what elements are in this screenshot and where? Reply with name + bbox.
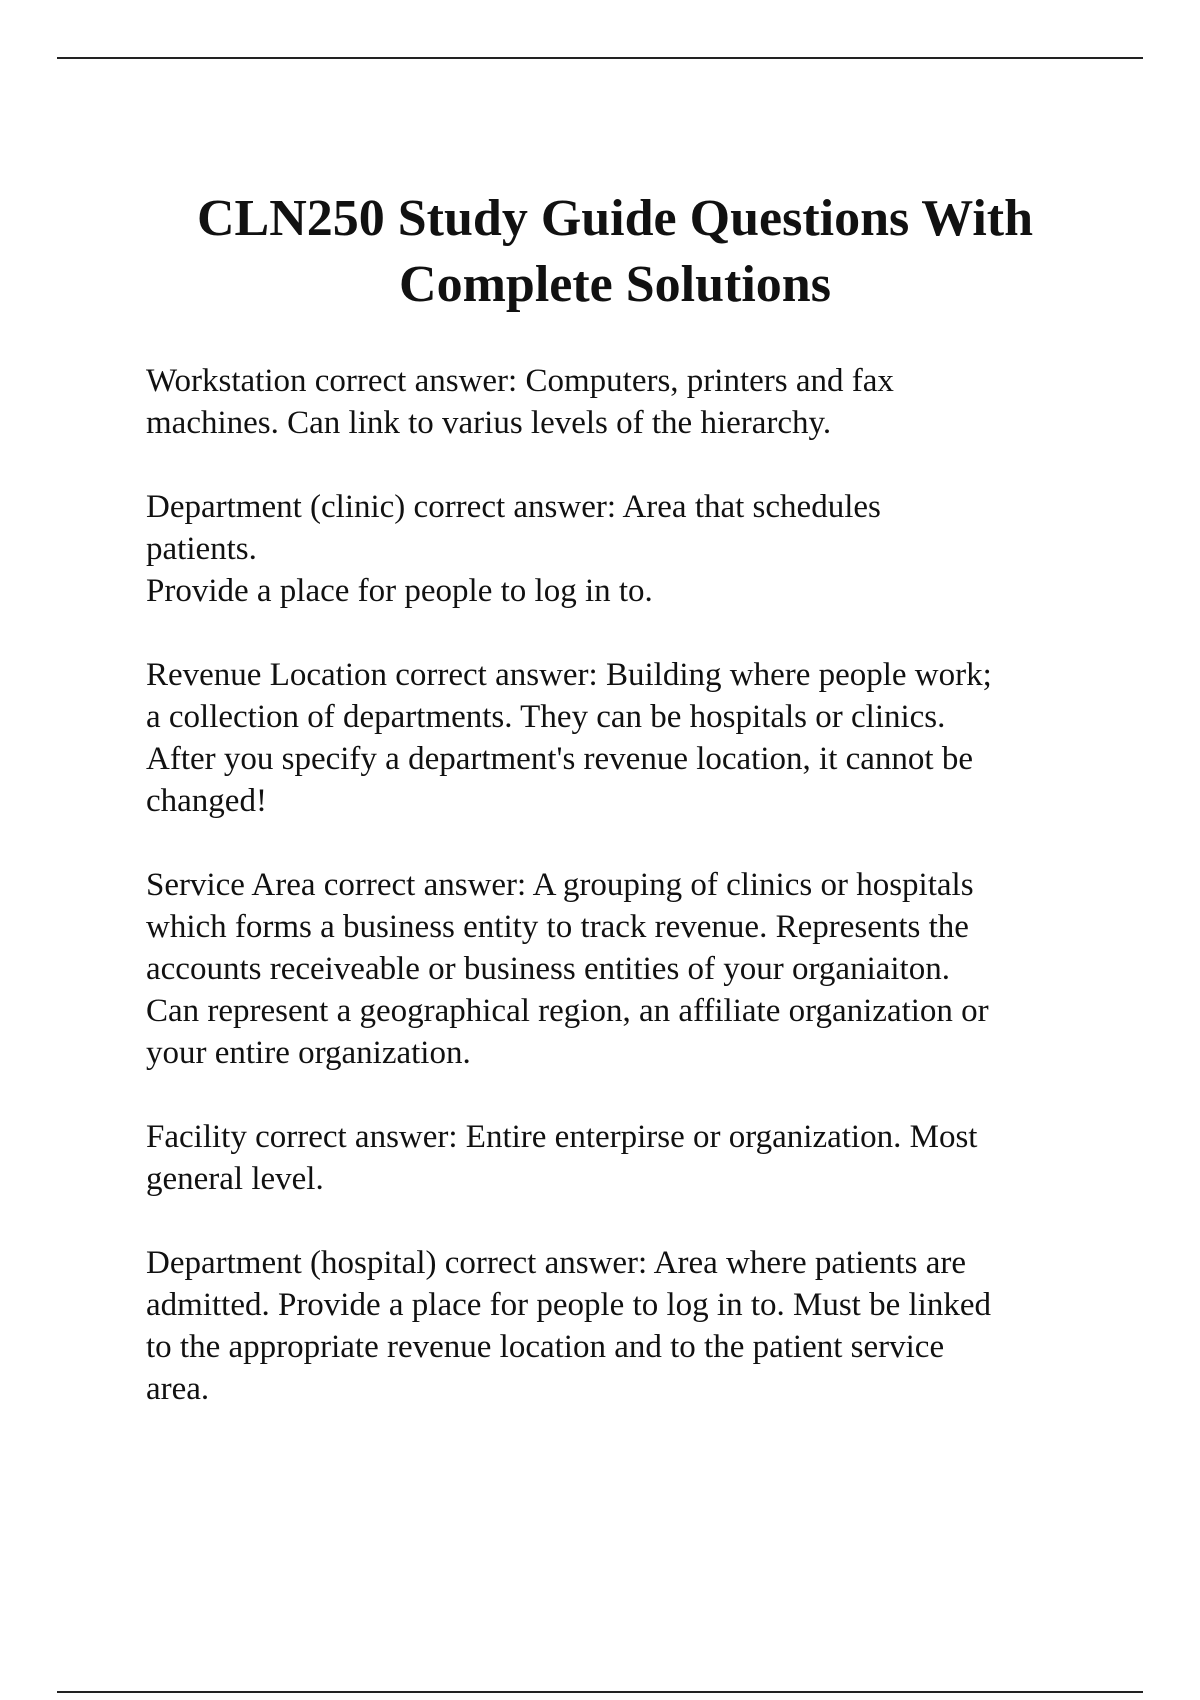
answer-label: correct answer:	[314, 363, 518, 399]
term: Revenue Location	[146, 657, 387, 693]
answer-text: Computers, printers and fax machines. Can link to varius levels of the hierarchy.	[146, 363, 894, 441]
qa-entry-facility	[146, 1116, 1126, 1200]
qa-entry-service-area	[146, 864, 1126, 1074]
answer-label: correct answer:	[395, 657, 598, 693]
qa-entry-revenue-location	[146, 654, 1126, 822]
title-line-1: CLN250 Study Guide Questions With	[196, 190, 1034, 247]
qa-entry-department-hospital	[146, 1242, 1126, 1410]
bottom-rule	[57, 1691, 1143, 1693]
answer-text: A grouping of clinics or hospitals which forms a business entity to track revenue. Represents the accounts receiveable or business entities of your organiaiton. Can represent a geographical region, an affiliate organization or your entire organization.	[146, 867, 989, 1071]
answer-label: correct answer:	[413, 489, 617, 525]
qa-list	[146, 360, 1126, 1452]
top-rule	[57, 57, 1143, 59]
answer-text: Area that schedules patients. Provide a place for people to log in to.	[146, 489, 881, 609]
qa-entry-department-clinic	[146, 486, 1126, 612]
answer-text: Building where people work; a collection of departments. They can be hospitals or clinics. After you specify a department's revenue location, it cannot be changed!	[146, 657, 992, 819]
answer-label: correct answer:	[323, 867, 527, 903]
page-title	[120, 186, 1110, 318]
answer-text: Entire enterpirse or organization. Most general level.	[146, 1119, 978, 1197]
term: Workstation	[146, 363, 307, 399]
term: Facility	[146, 1119, 247, 1155]
answer-label: correct answer:	[255, 1119, 458, 1155]
answer-label: correct answer:	[444, 1245, 648, 1281]
term: Service Area	[146, 867, 316, 903]
answer-text: Area where patients are admitted. Provide a place for people to log in to. Must be linked to the appropriate revenue location and to the patient service area.	[146, 1245, 991, 1407]
term: Department (hospital)	[146, 1245, 437, 1281]
title-line-2: Complete Solutions	[399, 256, 831, 313]
term: Department (clinic)	[146, 489, 406, 525]
qa-entry-workstation	[146, 360, 1126, 444]
